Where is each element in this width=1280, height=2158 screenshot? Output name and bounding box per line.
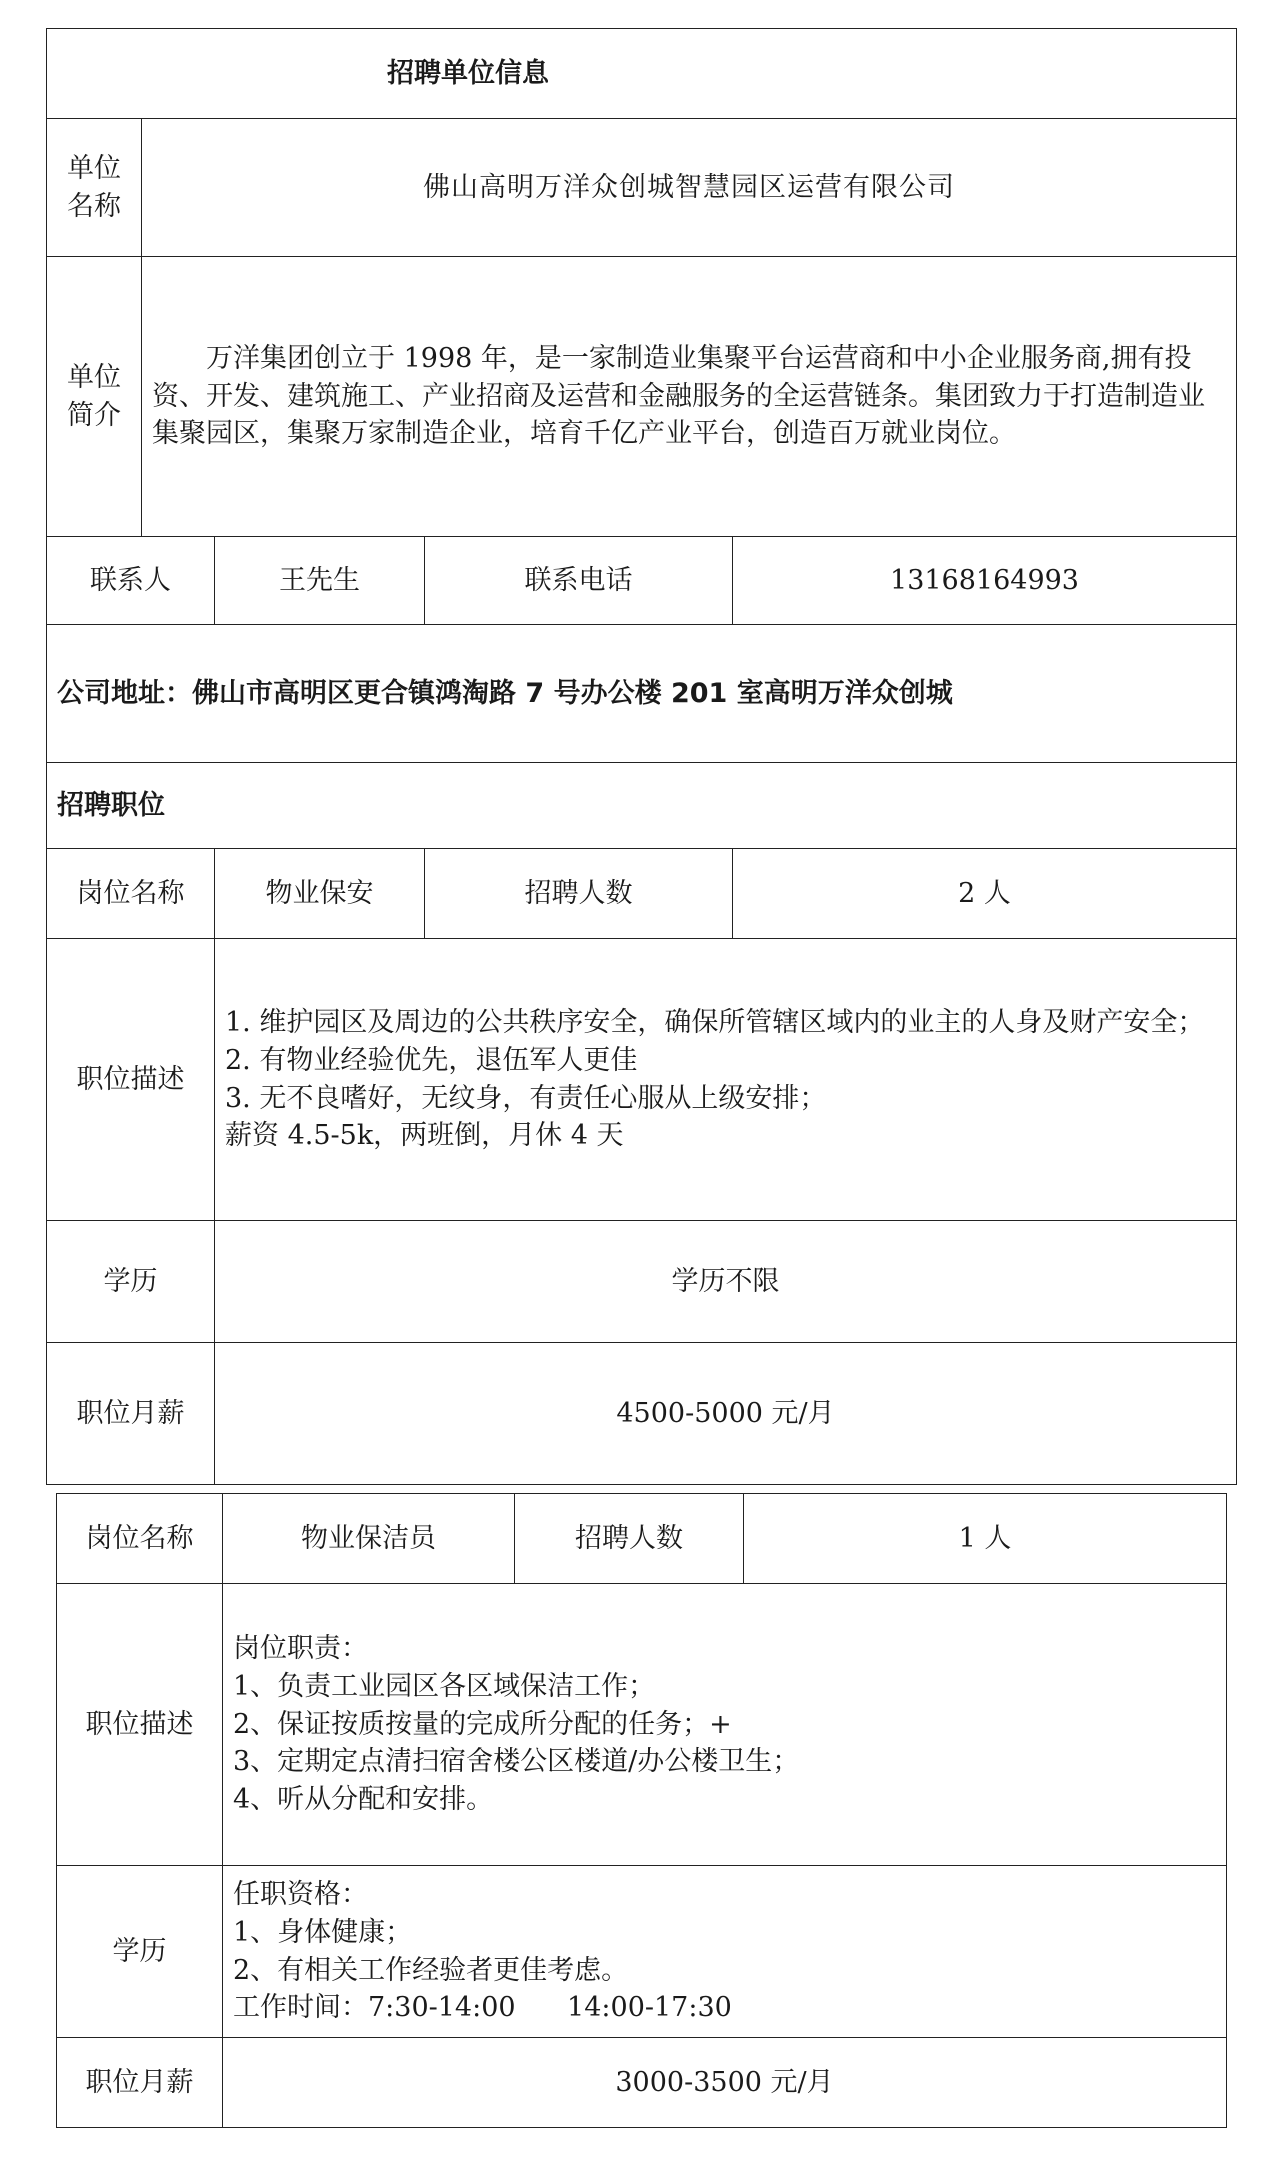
contact-person: 王先生 [215,537,425,625]
phone-label: 联系电话 [425,537,733,625]
job-desc-line: 2、保证按质按量的完成所分配的任务；+ [233,1708,732,1740]
job-desc-label: 职位描述 [57,1584,223,1866]
job-count-label: 招聘人数 [425,849,733,939]
company-intro-label: 单位简介 [47,257,142,537]
job-name-label: 岗位名称 [57,1494,223,1584]
job-salary: 4500-5000 元/月 [215,1343,1237,1485]
positions-heading: 招聘职位 [47,763,1237,849]
job-table-2 [56,1493,1227,2128]
job-desc-line: 2. 有物业经验优先，退伍军人更佳 [225,1044,638,1076]
job-desc-line: 4、听从分配和安排。 [233,1784,494,1816]
job-edu-label: 学历 [57,1866,223,2038]
job-edu-label: 学历 [47,1221,215,1343]
company-name-label: 单位名称 [47,119,142,257]
job-edu [223,1866,1227,2038]
job-desc-line: 岗位职责： [233,1633,368,1664]
job-desc [223,1584,1227,1866]
job-edu-line: 1、身体健康； [233,1916,413,1948]
phone-number: 13168164993 [733,537,1237,625]
job-desc-line: 1、负责工业园区各区域保洁工作； [233,1670,656,1702]
company-info-table [46,28,1237,1485]
job-desc-line: 3. 无不良嗜好，无纹身，有责任心服从上级安排； [225,1082,827,1114]
company-name: 佛山高明万洋众创城智慧园区运营有限公司 [142,119,1237,257]
section-title: 招聘单位信息 [47,29,1237,119]
job-edu: 学历不限 [215,1221,1237,1343]
job-salary-label: 职位月薪 [57,2038,223,2128]
contact-label: 联系人 [47,537,215,625]
job-edu-line: 任职资格： [233,1878,368,1910]
job-desc-line: 1. 维护园区及周边的公共秩序安全，确保所管辖区域内的业主的人身及财产安全； [225,1006,1205,1038]
job-salary: 3000-3500 元/月 [223,2038,1227,2128]
job-count-label: 招聘人数 [515,1494,744,1584]
job-salary-label: 职位月薪 [47,1343,215,1485]
job-desc-label: 职位描述 [47,939,215,1221]
job-name: 物业保洁员 [223,1494,515,1584]
company-address: 公司地址：佛山市高明区更合镇鸿淘路 7 号办公楼 201 室高明万洋众创城 [47,625,1237,763]
job-desc [215,939,1237,1221]
job-count: 1 人 [744,1494,1227,1584]
job-edu-line: 工作时间：7:30-14:00 14:00-17:30 [233,1992,732,2024]
job-count: 2 人 [733,849,1237,939]
job-desc-line: 薪资 4.5-5k，两班倒，月休 4 天 [225,1120,624,1152]
job-desc-line: 3、定期定点清扫宿舍楼公区楼道/办公楼卫生； [233,1746,800,1778]
company-intro: 万洋集团创立于 1998 年，是一家制造业集聚平台运营商和中小企业服务商,拥有投资、开发、建筑施工、产业招商及运营和金融服务的全运营链条。集团致力于打造制造业集聚园区，集聚万家制造企业，培育千亿产业平台，创造百万就业岗位。 [142,257,1237,537]
job-name-label: 岗位名称 [47,849,215,939]
job-name: 物业保安 [215,849,425,939]
job-edu-line: 2、有相关工作经验者更佳考虑。 [233,1954,629,1986]
